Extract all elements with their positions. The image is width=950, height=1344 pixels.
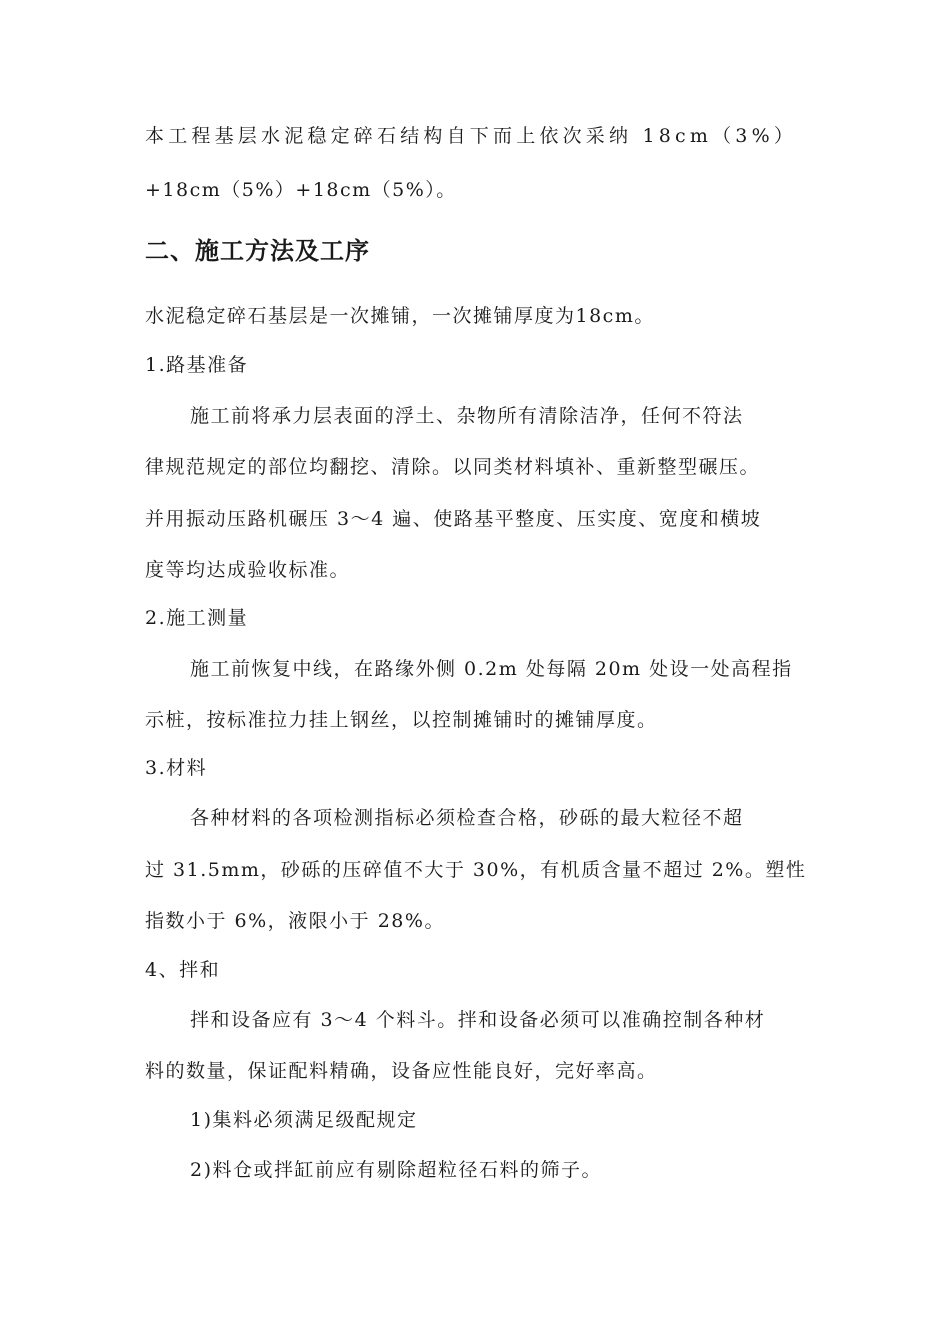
section-heading: 二、施工方法及工序 (145, 237, 370, 265)
subsection-title-4: 4、拌和 (145, 959, 221, 981)
sub3-line-3: 指数小于 6%，液限小于 28%。 (145, 910, 445, 932)
sub4-line-1: 拌和设备应有 3～4 个料斗。拌和设备必须可以准确控制各种材 (190, 1009, 766, 1031)
intro-line-2: +18cm（5%）+18cm（5%）。 (145, 179, 457, 201)
intro-line-1: 本工程基层水泥稳定碎石结构自下而上依次采纳 18cm（3%） (145, 125, 798, 147)
subsection-title-2: 2.施工测量 (145, 607, 249, 629)
sub2-line-1: 施工前恢复中线，在路缘外侧 0.2m 处每隔 20m 处设一处高程指 (190, 658, 793, 680)
sub1-line-1: 施工前将承力层表面的浮土、杂物所有清除洁净，任何不符法 (190, 405, 744, 427)
sub3-line-2: 过 31.5mm，砂砾的压碎值不大于 30%，有机质含量不超过 2%。塑性 (145, 859, 807, 881)
sub4-list-item-1: 1)集料必须满足级配规定 (190, 1109, 418, 1131)
sub4-list-item-2: 2)料仓或拌缸前应有剔除超粒径石料的筛子。 (190, 1159, 603, 1181)
subsection-title-3: 3.材料 (145, 757, 208, 779)
sub1-line-2: 律规范规定的部位均翻挖、清除。以同类材料填补、重新整型碾压。 (145, 456, 761, 478)
sub4-line-2: 料的数量，保证配料精确，设备应性能良好，完好率高。 (145, 1060, 658, 1082)
sub2-line-2: 示桩，按标准拉力挂上钢丝，以控制摊铺时的摊铺厚度。 (145, 709, 658, 731)
summary-paragraph: 水泥稳定碎石基层是一次摊铺，一次摊铺厚度为18cm。 (145, 305, 655, 327)
sub1-line-3: 并用振动压路机碾压 3～4 遍、使路基平整度、压实度、宽度和横坡 (145, 508, 762, 530)
sub3-line-1: 各种材料的各项检测指标必须检查合格，砂砾的最大粒径不超 (190, 807, 744, 829)
sub1-line-4: 度等均达成验收标准。 (145, 559, 351, 581)
subsection-title-1: 1.路基准备 (145, 354, 249, 376)
